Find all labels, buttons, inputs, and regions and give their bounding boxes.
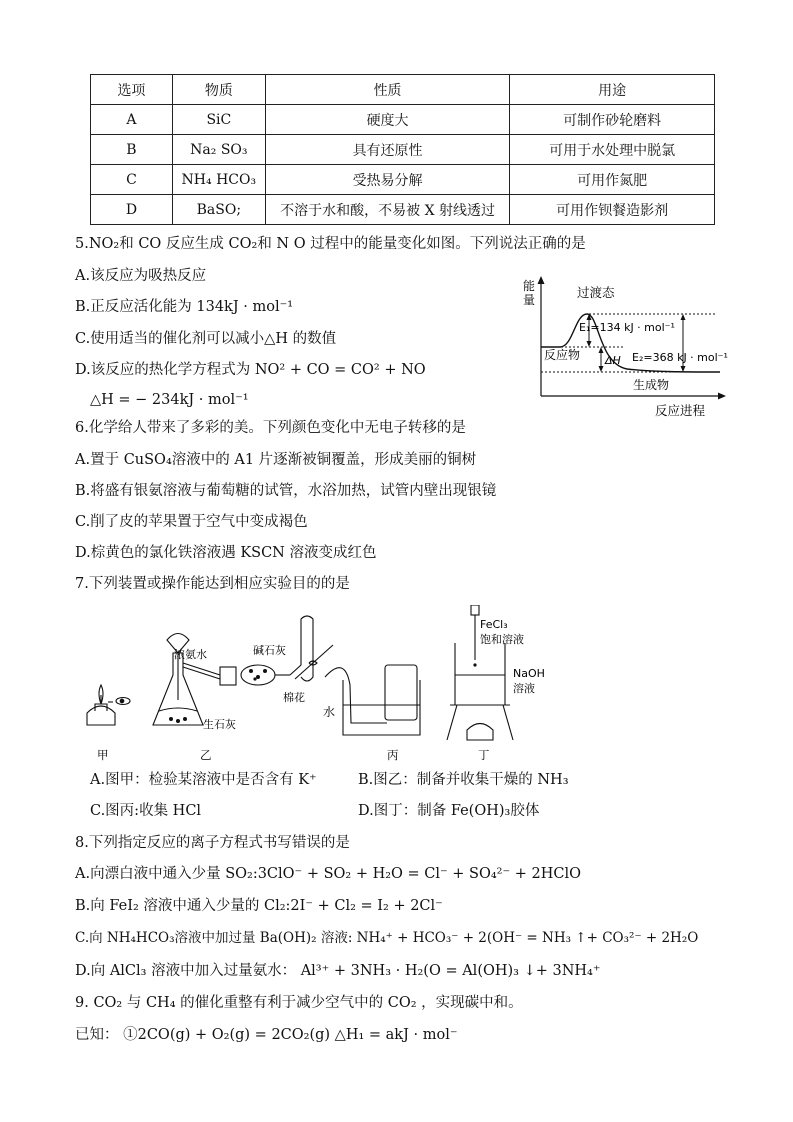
y-axis-label-1: 能	[523, 279, 536, 293]
header-option: 选项	[91, 75, 173, 105]
q7-option-c: C.图丙:收集 HCl	[90, 803, 202, 819]
ammonia-label: 浓氨水	[174, 648, 207, 661]
q5-stem: 5.NO₂和 CO 反应生成 CO₂和 N O 过程中的能量变化如图。下列说法正确的是	[75, 236, 586, 252]
header-use: 用途	[510, 75, 715, 105]
q6-option-b: B.将盛有银氨溶液与葡萄糖的试管，水浴加热，试管内壁出现银镜	[75, 483, 497, 499]
cotton-label: 棉花	[283, 691, 305, 704]
table-cell: D	[91, 195, 173, 225]
x-axis-label: 反应进程	[655, 403, 706, 418]
q8-option-c: C.向 NH₄HCO₃溶液中加过量 Ba(OH)₂ 溶液: NH₄⁺ + HCO₃⁻ + 2(OH⁻ = NH₃ ↑+ CO₃²⁻ + 2H₂O	[75, 930, 699, 946]
table-row	[91, 135, 715, 165]
table-cell: 可用作钡餐造影剂	[510, 195, 715, 225]
q5-option-d: D.该反应的热化学方程式为 NO² + CO = CO² + NO	[75, 362, 426, 378]
e1-label: E₁=134 kJ · mol⁻¹	[579, 321, 675, 334]
q8-option-d: D.向 AlCl₃ 溶液中加入过量氨水： Al³⁺ + 3NH₃ · H₂(O = Al(OH)₃ ↓+ 3NH₄⁺	[75, 963, 601, 979]
dh-label: ΔH	[605, 354, 621, 367]
table-cell: Na₂ SO₃	[172, 135, 265, 165]
naoh-solution-label: 溶液	[513, 682, 535, 695]
q9-stem: 9. CO₂ 与 CH₄ 的催化重整有利于减少空气中的 CO₂ ，实现碳中和。	[75, 995, 523, 1011]
fig-bing-label: 丙	[387, 748, 399, 762]
header-property: 性质	[265, 75, 510, 105]
fig-yi-label: 乙	[200, 748, 212, 762]
q8-stem: 8.下列指定反应的离子方程式书写错误的是	[75, 835, 350, 851]
reactant-label: 反应物	[544, 348, 581, 362]
table-row	[91, 165, 715, 195]
q6-option-c: C.削了皮的苹果置于空气中变成褐色	[75, 514, 308, 530]
table-header-row	[91, 75, 715, 105]
q6-option-d: D.棕黄色的氯化铁溶液遇 KSCN 溶液变成红色	[75, 545, 377, 561]
apparatus-figure	[75, 605, 575, 765]
q5-option-d-dh: △H = − 234kJ · mol⁻¹	[90, 392, 249, 408]
naoh-label: NaOH	[513, 667, 545, 680]
q7-option-a: A.图甲：检验某溶液中是否含有 K⁺	[90, 772, 317, 788]
q9-known: 已知： ①2CO(g) + O₂(g) = 2CO₂(g) △H₁ = akJ · mol⁻	[75, 1027, 458, 1043]
y-axis-label-2: 量	[523, 293, 536, 307]
q7-option-d: D.图丁：制备 Fe(OH)₃胶体	[358, 803, 540, 819]
saturated-label: 饱和溶液	[480, 633, 524, 646]
quicklime-label: 生石灰	[203, 718, 236, 731]
table-cell: 可制作砂轮磨料	[510, 105, 715, 135]
e2-label: E₂=368 kJ · mol⁻¹	[632, 351, 728, 364]
q8-option-a: A.向漂白液中通入少量 SO₂:3ClO⁻ + SO₂ + H₂O = Cl⁻ + SO₄²⁻ + 2HClO	[75, 866, 581, 882]
energy-diagram	[515, 268, 740, 420]
q6-option-a: A.置于 CuSO₄溶液中的 A1 片逐渐被铜覆盖，形成美丽的铜树	[75, 452, 477, 468]
transition-state-label: 过渡态	[577, 285, 615, 300]
q7-option-b: B.图乙：制备并收集干燥的 NH₃	[358, 772, 569, 788]
properties-table	[90, 74, 715, 225]
fig-ding-label: 丁	[478, 748, 490, 762]
q5-option-b: B.正反应活化能为 134kJ · mol⁻¹	[75, 299, 294, 315]
table-cell: B	[91, 135, 173, 165]
q5-option-c: C.使用适当的催化剂可以减小△H 的数值	[75, 331, 337, 347]
header-substance: 物质	[172, 75, 265, 105]
table-row	[91, 105, 715, 135]
q5-option-a: A.该反应为吸热反应	[75, 268, 207, 284]
product-label: 生成物	[633, 378, 670, 392]
table-row	[91, 195, 715, 225]
table-cell: A	[91, 105, 173, 135]
table-cell: 可用作氮肥	[510, 165, 715, 195]
water-label: 水	[323, 705, 336, 719]
table-cell: NH₄ HCO₃	[172, 165, 265, 195]
table-cell: 硬度大	[265, 105, 510, 135]
q8-option-b: B.向 FeI₂ 溶液中通入少量的 Cl₂:2I⁻ + Cl₂ = I₂ + 2Cl⁻	[75, 898, 443, 914]
table-cell: BaSO;	[172, 195, 265, 225]
table-cell: 受热易分解	[265, 165, 510, 195]
fecl3-label: FeCl₃	[480, 618, 508, 631]
q6-stem: 6.化学给人带来了多彩的美。下列颜色变化中无电子转移的是	[75, 420, 466, 436]
table-cell: C	[91, 165, 173, 195]
soda-lime-label: 碱石灰	[253, 644, 286, 657]
table-cell: 可用于水处理中脱氯	[510, 135, 715, 165]
fig-jia-label: 甲	[97, 748, 109, 762]
table-cell: 不溶于水和酸，不易被 X 射线透过	[265, 195, 510, 225]
table-cell: SiC	[172, 105, 265, 135]
q7-stem: 7.下列装置或操作能达到相应实验目的的是	[75, 576, 350, 592]
table-cell: 具有还原性	[265, 135, 510, 165]
